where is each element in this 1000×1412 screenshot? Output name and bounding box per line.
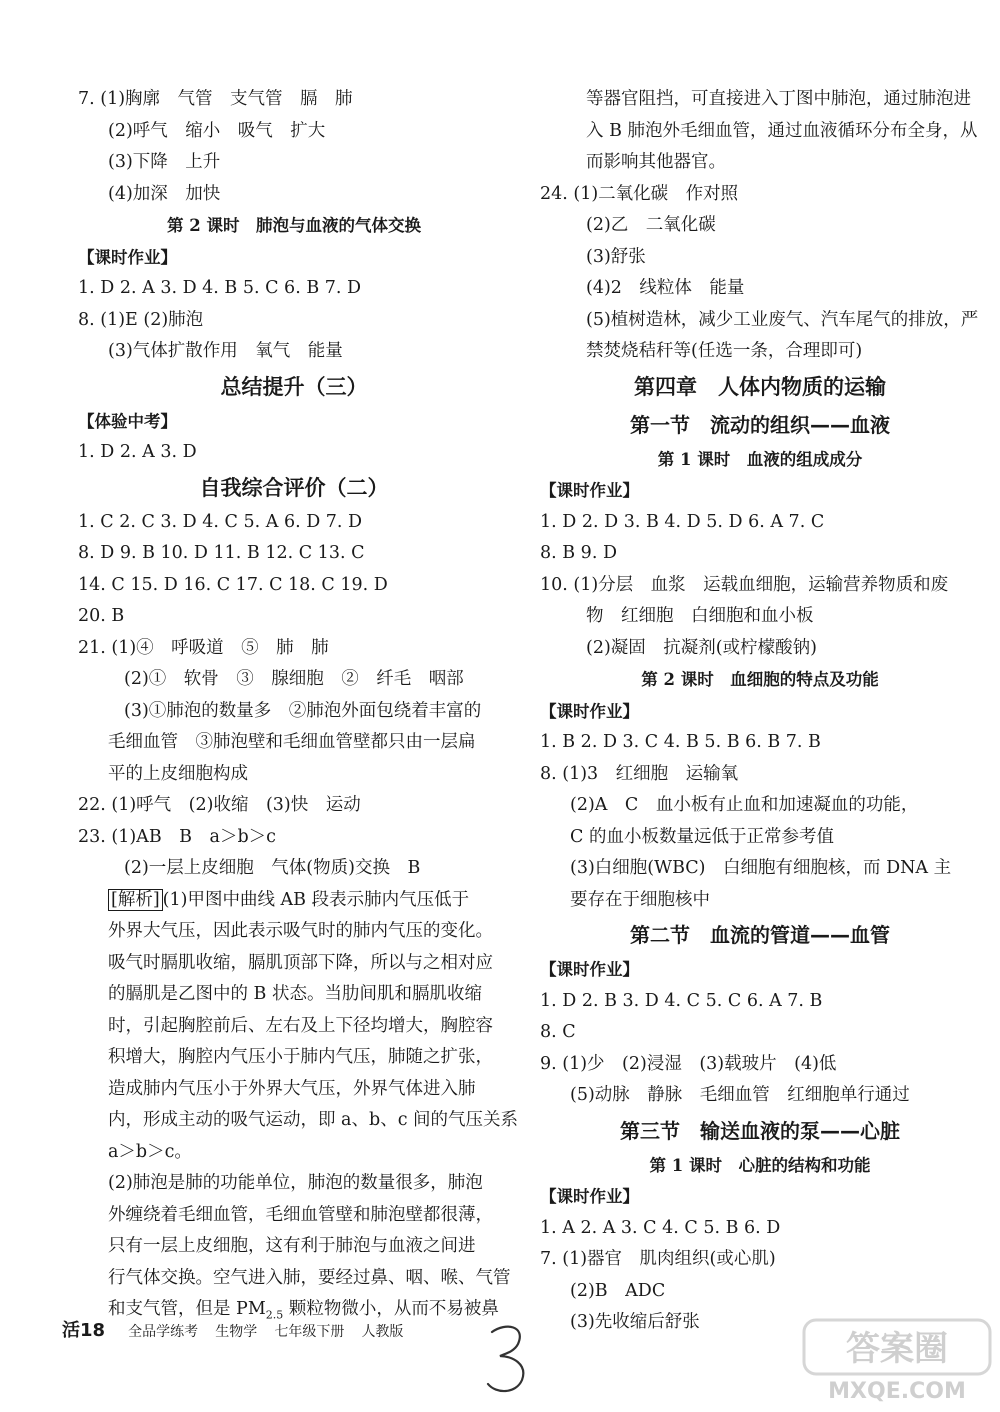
- watermark-logo: [802, 1318, 992, 1404]
- analysis-line: 入 B 肺泡外毛细血管，通过血液循环分布全身，从: [586, 120, 978, 141]
- answer-line: 21. (1)④ 呼吸道 ⑤ 肺 肺: [78, 637, 329, 658]
- analysis-line: 行气体交换。空气进入肺，要经过鼻、咽、喉、气管: [108, 1267, 511, 1288]
- answer-line: 8. C: [540, 1022, 576, 1042]
- answer-line: (2)呼气 缩小 吸气 扩大: [108, 120, 326, 141]
- section-tag: 【课时作业】: [540, 1187, 639, 1206]
- section-title: 第三节 输送血液的泵——心脏: [620, 1118, 900, 1143]
- analysis-line: (2)肺泡是肺的功能单位，肺泡的数量很多，肺泡: [108, 1173, 483, 1193]
- answer-line: 平的上皮细胞构成: [108, 763, 248, 784]
- analysis-line: 只有一层上皮细胞，这有利于肺泡与血液之间进: [108, 1236, 476, 1256]
- answer-line: 22. (1)呼气 (2)收缩 (3)快 运动: [78, 795, 361, 815]
- answer-line: 23. (1)AB B a＞b＞c: [78, 826, 276, 847]
- answer-line: 8. (1)3 红细胞 运输氧: [540, 763, 739, 784]
- answer-line: 1. A 2. A 3. C 4. C 5. B 6. D: [540, 1217, 781, 1238]
- answer-line: (4)2 线粒体 能量: [586, 278, 745, 298]
- section-tag: 【课时作业】: [540, 701, 639, 721]
- book-series: 全品学练考: [128, 1324, 199, 1340]
- lesson-title: 第 2 课时 血细胞的特点及功能: [641, 670, 879, 689]
- book-edition: 人教版: [361, 1324, 404, 1340]
- summary-title: 总结提升（三）: [220, 374, 368, 399]
- answer-line: 10. (1)分层 血浆 运载血细胞，运输营养物质和废: [540, 574, 949, 595]
- answer-line: (3)①肺泡的数量多 ②肺泡外面包绕着丰富的: [124, 700, 482, 721]
- answer-line: (4)加深 加快: [108, 183, 221, 204]
- answer-line: (2)一层上皮细胞 气体(物质)交换 B: [124, 858, 421, 878]
- section-title: 第二节 血流的管道——血管: [630, 923, 890, 947]
- answer-line: (3)白细胞(WBC) 白细胞有细胞核，而 DNA 主: [570, 858, 952, 878]
- analysis-line: 而影响其他器官。: [586, 152, 726, 172]
- answer-line: (2)乙 二氧化碳: [586, 215, 716, 235]
- lesson-title: 第 2 课时 肺泡与血液的气体交换: [167, 216, 421, 235]
- page-footer: [62, 1316, 415, 1342]
- answer-line: (5)植树造林，减少工业废气、汽车尾气的排放，严: [586, 309, 979, 330]
- analysis-text: 颗粒物微小，从而不易被鼻: [283, 1299, 499, 1319]
- analysis-line: [78, 885, 510, 917]
- answer-line: (2)B ADC: [570, 1280, 666, 1301]
- analysis-line: 等器官阻挡，可直接进入丁图中肺泡，通过肺泡进: [586, 89, 971, 109]
- analysis-line: 外界大气压，因此表示吸气时的肺内气压的变化。: [108, 921, 493, 941]
- answer-line: (2)① 软骨 ③ 腺细胞 ② 纤毛 咽部: [124, 669, 464, 689]
- answer-line: (2)A C 血小板有止血和加速凝血的功能，: [570, 795, 919, 815]
- watermark-top: 答案圈: [846, 1329, 948, 1369]
- book-subject: 生物学: [215, 1324, 258, 1340]
- analysis-line: 时，引起胸腔前后、左右及上下径均增大，胸腔容: [108, 1015, 493, 1036]
- answer-line: 24. (1)二氧化碳 作对照: [540, 183, 739, 204]
- lesson-title: 第 1 课时 心脏的结构和功能: [649, 1155, 871, 1175]
- analysis-line: a＞b＞c。: [108, 1141, 192, 1162]
- left-column: [78, 84, 519, 1326]
- analysis-label: [解析]: [108, 889, 163, 911]
- answer-line: 禁焚烧秸秆等(任选一条，合理即可): [586, 341, 863, 361]
- subscript: 2.5: [265, 1308, 284, 1322]
- analysis-line: 吸气时膈肌收缩，膈肌顶部下降，所以与之相对应: [108, 952, 493, 973]
- answer-line: (3)气体扩散作用 氧气 能量: [108, 341, 343, 361]
- analysis-text: (1)甲图中曲线 AB 段表示肺内气压低于: [162, 889, 470, 910]
- answer-line: 要存在于细胞核中: [570, 889, 710, 910]
- analysis-text: 和支气管，但是 PM: [108, 1299, 266, 1319]
- answer-line: 8. (1)E (2)肺泡: [78, 309, 204, 330]
- right-column: [540, 84, 980, 1339]
- answer-line: (3)下降 上升: [108, 152, 221, 172]
- section-title: 第一节 流动的组织——血液: [630, 412, 890, 437]
- answer-line: 物 红细胞 白细胞和血小板: [586, 606, 814, 626]
- watermark-bottom: MXQE.COM: [828, 1379, 966, 1404]
- answer-line: 8. D 9. B 10. D 11. B 12. C 13. C: [78, 543, 365, 563]
- answer-line: (3)先收缩后舒张: [570, 1312, 700, 1332]
- answer-line: 9. (1)少 (2)浸湿 (3)载玻片 (4)低: [540, 1053, 837, 1074]
- answer-line: (3)舒张: [586, 246, 646, 267]
- answer-line: 1. D 2. A 3. D 4. B 5. C 6. B 7. D: [78, 278, 362, 298]
- page-number: 活18: [62, 1320, 106, 1341]
- handwritten-number-mark: [478, 1318, 538, 1398]
- answer-line: 毛细血管 ③肺泡壁和毛细血管壁都只由一层扁: [108, 732, 476, 752]
- answer-line: 1. D 2. D 3. B 4. D 5. D 6. A 7. C: [540, 511, 825, 532]
- section-tag: 【体验中考】: [78, 411, 177, 431]
- answer-line: 14. C 15. D 16. C 17. C 18. C 19. D: [78, 574, 388, 595]
- answer-line: (2)凝固 抗凝剂(或柠檬酸钠): [586, 637, 817, 658]
- answer-line: 7. (1)胸廓 气管 支气管 膈 肺: [78, 89, 353, 109]
- analysis-line: 内，形成主动的吸气运动，即 a、b、c 间的气压关系: [108, 1110, 519, 1130]
- book-grade: 七年级下册: [274, 1324, 345, 1340]
- section-tag: 【课时作业】: [78, 247, 177, 267]
- answer-line: 1. B 2. D 3. C 4. B 5. B 6. B 7. B: [540, 732, 821, 752]
- answer-line: C 的血小板数量远低于正常参考值: [570, 826, 834, 847]
- answer-line: 8. B 9. D: [540, 543, 617, 563]
- answer-line: 1. C 2. C 3. D 4. C 5. A 6. D 7. D: [78, 511, 363, 532]
- lesson-title: 第 1 课时 血液的组成成分: [657, 449, 863, 469]
- answer-line: (5)动脉 静脉 毛细血管 红细胞单行通过: [570, 1085, 910, 1105]
- analysis-line: 外缠绕着毛细血管，毛细血管壁和肺泡壁都很薄，: [108, 1204, 493, 1225]
- analysis-line: 的膈肌是乙图中的 B 状态。当肋间肌和膈肌收缩: [108, 984, 482, 1004]
- chapter-title: 第四章 人体内物质的运输: [634, 374, 886, 399]
- answer-line: 7. (1)器官 肌肉组织(或心肌): [540, 1249, 776, 1269]
- section-tag: 【课时作业】: [540, 960, 639, 979]
- answer-line: 20. B: [78, 606, 125, 626]
- section-tag: 【课时作业】: [540, 481, 639, 500]
- analysis-line: 积增大，胸腔内气压小于肺内气压，肺随之扩张，: [108, 1047, 493, 1067]
- analysis-line: 造成肺内气压小于外界大气压，外界气体进入肺: [108, 1078, 476, 1099]
- answer-line: 1. D 2. A 3. D: [78, 442, 197, 462]
- answer-line: 1. D 2. B 3. D 4. C 5. C 6. A 7. B: [540, 990, 823, 1011]
- evaluation-title: 自我综合评价（二）: [199, 475, 389, 500]
